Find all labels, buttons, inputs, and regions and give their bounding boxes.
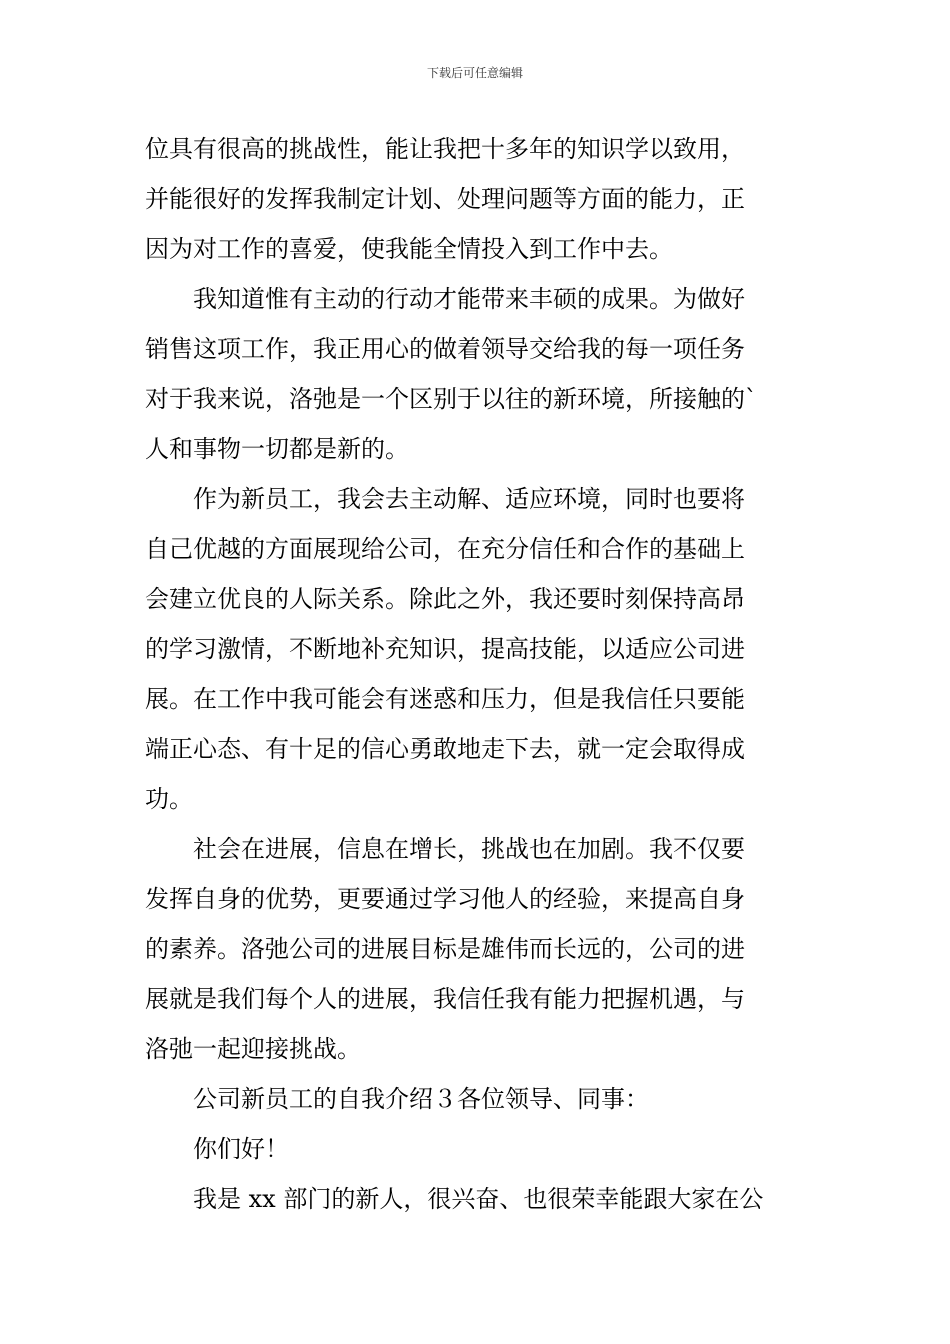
paragraph-start-line: 作为新员工，我会去主动解、适应环境，同时也要将 xyxy=(193,485,745,513)
greeting-line: 你们好！ xyxy=(193,1135,289,1163)
paragraph-start-line: 社会在进展，信息在增长，挑战也在加剧。我不仅要 xyxy=(193,835,745,863)
body-line: 自己优越的方面展现给公司，在充分信任和合作的基础上 xyxy=(145,535,745,563)
body-line: 的学习激情，不断地补充知识，提高技能，以适应公司进 xyxy=(145,635,745,663)
body-line: 位具有很高的挑战性，能让我把十多年的知识学以致用， xyxy=(145,135,745,163)
body-line: 洛弛一起迎接挑战。 xyxy=(145,1035,361,1063)
body-line: 并能很好的发挥我制定计划、处理问题等方面的能力，正 xyxy=(145,185,745,213)
body-line: 会建立优良的人际关系。除此之外，我还要时刻保持高昂 xyxy=(145,585,745,613)
paragraph-start-line: 我是 xx 部门的新人，很兴奋、也很荣幸能跟大家在公 xyxy=(193,1185,764,1213)
body-line: 展就是我们每个人的进展，我信任我有能力把握机遇，与 xyxy=(145,985,745,1013)
body-line: 发挥自身的优势，更要通过学习他人的经验，来提高自身 xyxy=(145,885,745,913)
body-line: 功。 xyxy=(145,785,193,813)
page-header: 下载后可任意编辑 xyxy=(426,66,523,80)
body-line: 展。在工作中我可能会有迷惑和压力，但是我信任只要能 xyxy=(145,685,745,713)
body-line: 销售这项工作，我正用心的做着领导交给我的每一项任务 xyxy=(145,335,745,363)
body-line: 的素养。洛弛公司的进展目标是雄伟而长远的，公司的进 xyxy=(145,935,745,963)
section-heading-line: 公司新员工的自我介绍３各位领导、同事： xyxy=(193,1085,649,1113)
body-line: 对于我来说，洛弛是一个区别于以往的新环境，所接触的` xyxy=(145,385,757,413)
body-line: 因为对工作的喜爱，使我能全情投入到工作中去。 xyxy=(145,235,673,263)
body-line: 人和事物一切都是新的。 xyxy=(145,435,409,463)
body-line: 端正心态、有十足的信心勇敢地走下去，就一定会取得成 xyxy=(145,735,745,763)
paragraph-start-line: 我知道惟有主动的行动才能带来丰硕的成果。为做好 xyxy=(193,285,745,313)
